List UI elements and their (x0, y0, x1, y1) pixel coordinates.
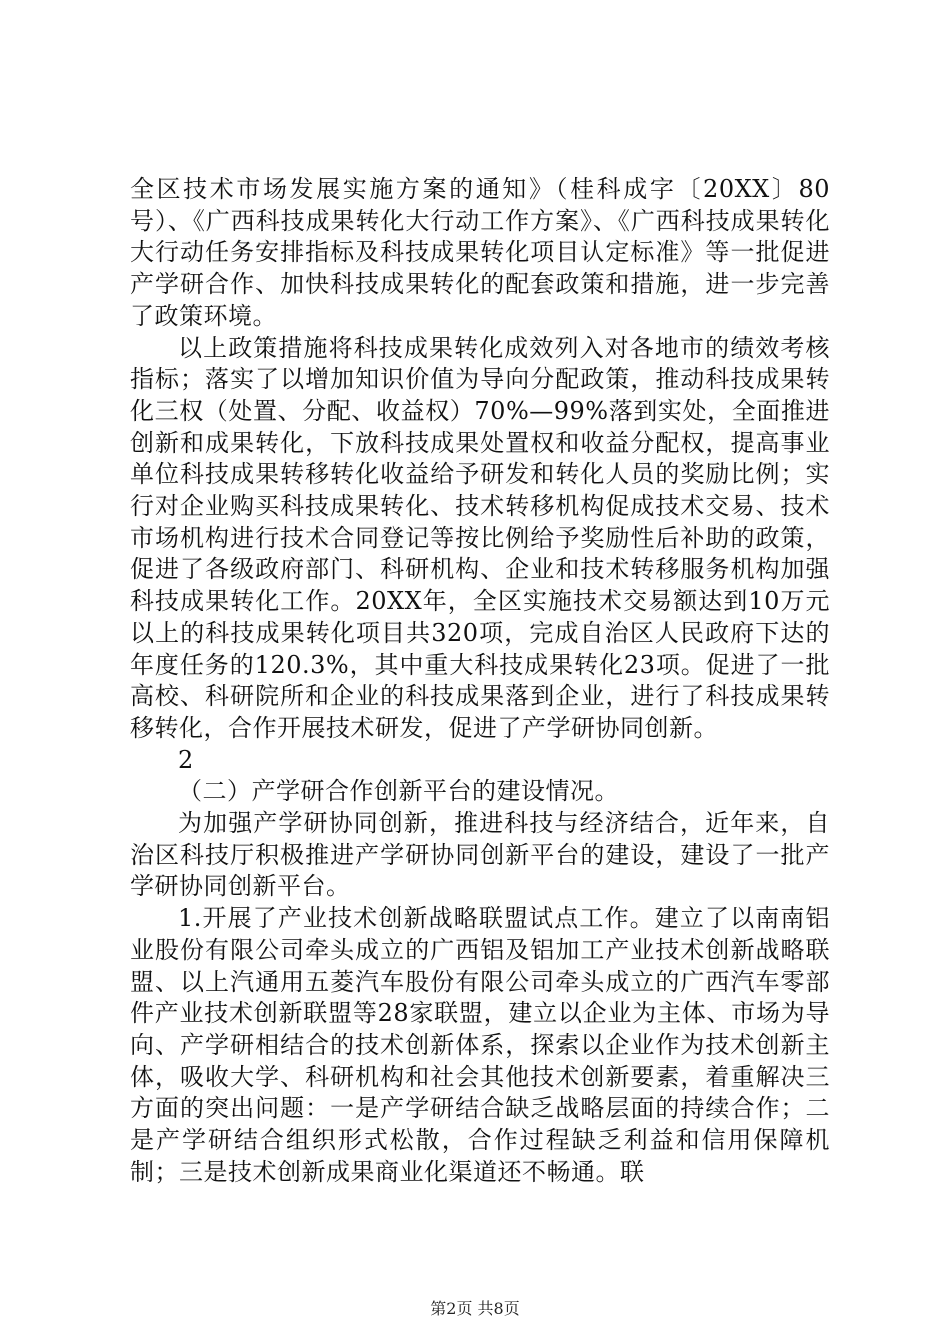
paragraph-platform-intro: 为加强产学研协同创新，推进科技与经济结合，近年来，自治区科技厅积极推进产学研协同创新平台的建设，建设了一批产学研协同创新平台。 (130, 809, 830, 901)
paragraph-alliance-pilot: 1.开展了产业技术创新战略联盟试点工作。建立了以南南铝业股份有限公司牵头成立的广西铝及铝加工产业技术创新战略联盟、以上汽通用五菱汽车股份有限公司牵头成立的广西汽车零部件产业技术创新联盟等28家联盟，建立以企业为主体、市场为导向、产学研相结合的技术创新体系，探索以企业作为技术创新主体，吸收大学、科研机构和社会其他技术创新要素，着重解决三方面的突出问题：一是产学研结合缺乏战略层面的持续合作；二是产学研结合组织形式松散，合作过程缺乏利益和信用保障机制；三是技术创新成果商业化渠道还不畅通。联 (130, 904, 830, 1186)
inline-page-number: 2 (178, 745, 194, 774)
body-text (130, 174, 830, 1189)
paragraph-policy-list: 全区技术市场发展实施方案的通知》（桂科成字〔20XX〕80号）、《广西科技成果转化大行动工作方案》、《广西科技成果转化大行动任务安排指标及科技成果转化项目认定标准》等一批促进产学研合作、加快科技成果转化的配套政策和措施，进一步完善了政策环境。 (130, 175, 830, 330)
paragraph-policy-measures: 以上政策措施将科技成果转化成效列入对各地市的绩效考核指标；落实了以增加知识价值为导向分配政策，推动科技成果转化三权（处置、分配、收益权）70%—99%落到实处，全面推进创新和成果转化，下放科技成果处置权和收益分配权，提高事业单位科技成果转移转化收益给予研发和转化人员的奖励比例；实行对企业购买科技成果转化、技术转移机构促成技术交易、技术市场机构进行技术合同登记等按比例给予奖励性后补助的政策，促进了各级政府部门、科研机构、企业和技术转移服务机构加强科技成果转化工作。20XX年，全区实施技术交易额达到10万元以上的科技成果转化项目共320项，完成自治区人民政府下达的年度任务的120.3%，其中重大科技成果转化23项。促进了一批高校、科研院所和企业的科技成果落到企业，进行了科技成果转移转化，合作开展技术研发，促进了产学研协同创新。 (130, 333, 830, 742)
section-heading: （二）产学研合作创新平台的建设情况。 (178, 777, 619, 806)
page-footer: 第2页 共8页 (430, 1299, 520, 1318)
